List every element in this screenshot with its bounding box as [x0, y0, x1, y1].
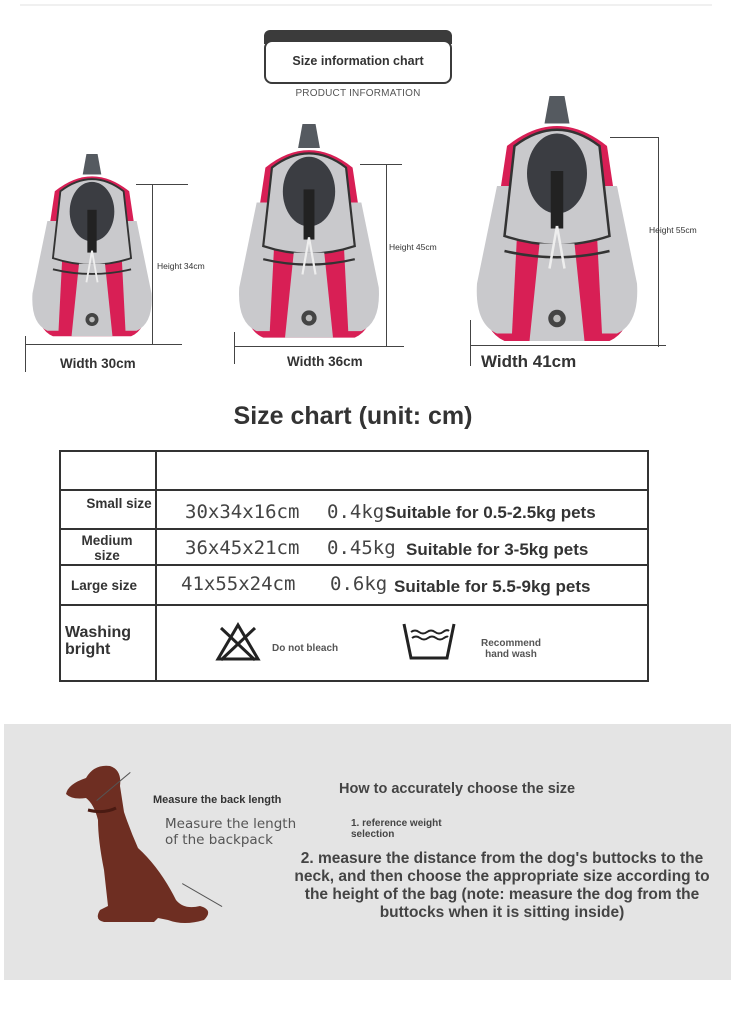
table-row-divider	[61, 564, 647, 566]
guide-title: How to accurately choose the size	[339, 781, 576, 797]
header-tab	[264, 30, 452, 82]
height-tick-top-large	[610, 137, 658, 138]
height-line-small	[152, 184, 153, 344]
width-tick-left-small	[25, 336, 26, 372]
size-large-label: Large size	[70, 578, 138, 593]
height-label-small: Height 34cm	[157, 261, 205, 271]
header-title: Size information chart	[292, 54, 424, 68]
size-large-weight: 0.6kg	[330, 573, 388, 595]
width-line-large	[470, 345, 660, 346]
width-label-large: Width 41cm	[481, 352, 577, 371]
width-line-small	[25, 344, 161, 345]
width-tick-left-large	[470, 320, 471, 366]
height-tick-top-small	[136, 184, 188, 185]
size-small-weight: 0.4kg	[327, 501, 385, 523]
table-row-divider	[61, 528, 647, 530]
size-small-suitable: Suitable for 0.5-2.5kg pets	[385, 503, 596, 522]
header-subtitle: PRODUCT INFORMATION	[295, 88, 421, 99]
size-large-dimensions: 41x55x24cm	[181, 573, 296, 595]
backpack-large-image	[468, 96, 646, 346]
guide-step-1: 1. reference weight selection	[351, 818, 442, 840]
top-divider	[20, 4, 712, 6]
height-tick-top-medium	[360, 164, 402, 165]
height-line-medium	[386, 164, 387, 346]
width-label-medium: Width 36cm	[287, 354, 363, 369]
backpack-small-image	[24, 154, 160, 340]
size-small-label: Small size	[86, 496, 152, 511]
size-chart-title: Size chart (unit: cm)	[233, 402, 473, 430]
size-small-dimensions: 30x34x16cm	[185, 501, 300, 523]
table-row-divider	[61, 489, 647, 491]
table-row-divider	[61, 604, 647, 606]
size-medium-dimensions: 36x45x21cm	[185, 537, 300, 559]
hand-wash-text: Recommend hand wash	[480, 638, 541, 660]
size-large-suitable: Suitable for 5.5-9kg pets	[394, 577, 591, 596]
width-label-small: Width 30cm	[60, 356, 136, 371]
width-tick-left-medium	[234, 332, 235, 364]
size-medium-suitable: Suitable for 3-5kg pets	[406, 540, 589, 559]
washing-label: Washing bright	[65, 624, 132, 658]
measure-back-annotation: Measure the back length	[153, 794, 282, 806]
measure-backpack-annotation: Measure the length of the backpack	[165, 816, 297, 848]
table-column-divider	[155, 452, 157, 680]
size-chart-table	[59, 450, 649, 682]
hand-wash-icon	[401, 620, 457, 662]
height-line-large	[658, 137, 659, 347]
size-medium-label: Medium size	[81, 533, 133, 563]
no-bleach-text: Do not bleach	[272, 643, 339, 654]
height-label-medium: Height 45cm	[389, 242, 437, 252]
size-medium-weight: 0.45kg	[327, 537, 396, 559]
guide-step-2: 2. measure the distance from the dog's buttocks to the neck, and then choose the appropriate size according to the height of the bag (note: measure the dog from the buttocks when it is sitting inside)	[294, 850, 710, 921]
no-bleach-icon	[215, 622, 261, 662]
backpack-medium-image	[232, 124, 386, 342]
sitting-dog-illustration	[64, 760, 214, 940]
width-line-medium	[234, 346, 384, 347]
height-label-large: Height 55cm	[649, 225, 697, 235]
